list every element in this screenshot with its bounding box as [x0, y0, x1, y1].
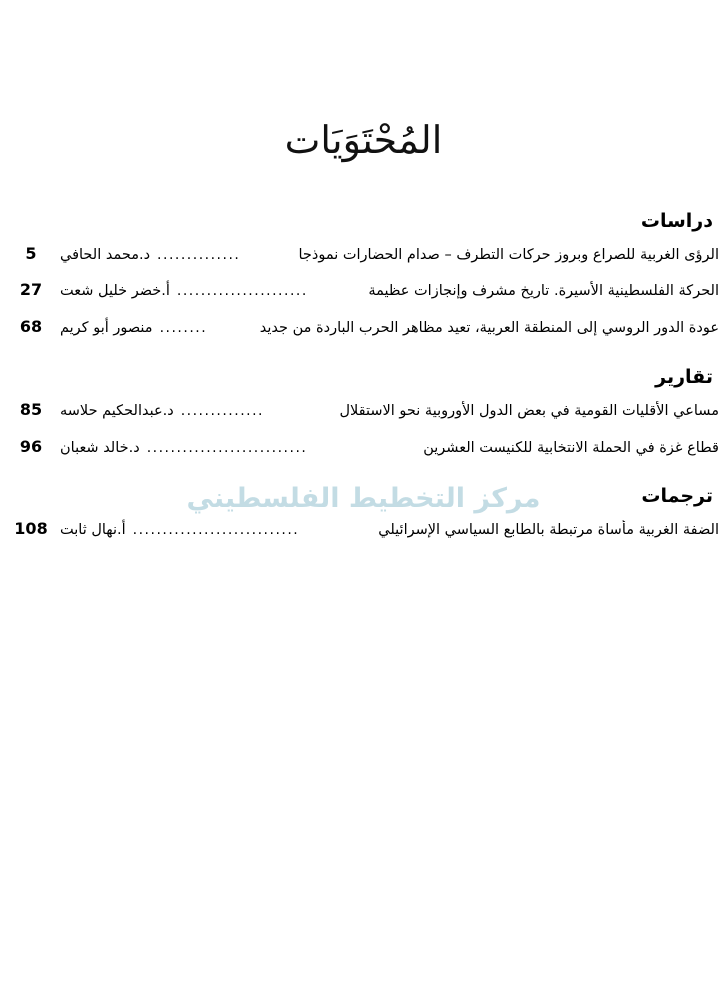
- watermark: مركز التخطيط الفلسطيني: [186, 483, 541, 514]
- toc-entry-author: أ.خضر خليل شعت: [60, 283, 170, 300]
- toc-entry-title-cell: [130, 520, 719, 542]
- toc-entry-title-cell: [174, 281, 719, 303]
- toc-entry-author: د.محمد الحافي: [60, 246, 151, 263]
- toc-entry-leader: ..............: [180, 402, 265, 419]
- page-title: المُحْتَوَيَات: [284, 118, 443, 162]
- toc-entry-title: عودة الدور الروسي إلى المنطقة العربية، تعيد مظاهر الحرب الباردة من جديد: [259, 320, 719, 337]
- toc-entry-title: الضفة الغربية مأساة مرتبطة بالطابع السياسي الإسرائيلي: [378, 522, 719, 539]
- toc-entry-page-number: 85: [19, 399, 43, 419]
- toc-entry-page-number: 27: [19, 280, 43, 300]
- section-heading: دراسات: [640, 209, 713, 232]
- toc-entry[interactable]: [8, 517, 719, 542]
- toc-entry-page-number: 5: [25, 243, 37, 263]
- toc-entry[interactable]: [8, 278, 719, 303]
- toc-entry-title: الرؤى الغربية للصراع وبروز حركات التطرف – صدام الحضارات نموذجا: [298, 246, 719, 263]
- toc-section: [8, 210, 719, 340]
- toc-entry-title-cell: [154, 245, 719, 267]
- toc-entry-title-cell: [144, 438, 719, 460]
- toc-entry-author: د.عبدالحكيم حلاسه: [60, 402, 174, 419]
- toc-entry-leader: ......................: [176, 283, 308, 300]
- toc-section: [8, 366, 719, 460]
- section-heading: تقارير: [655, 365, 713, 388]
- toc-entry-page-number: 68: [19, 317, 43, 337]
- section-heading: ترجمات: [641, 485, 713, 508]
- toc-entry-title-cell: [178, 401, 719, 423]
- toc-entry-title: الحركة الفلسطينية الأسيرة. تاريخ مشرف وإنجازات عظيمة: [368, 283, 719, 300]
- table-of-contents: [0, 210, 727, 543]
- toc-entry[interactable]: [8, 398, 719, 423]
- toc-entry-leader: ........: [159, 320, 208, 337]
- toc-entry[interactable]: [8, 435, 719, 460]
- toc-entry-leader: ............................: [132, 522, 300, 539]
- toc-entry-page-number: 108: [14, 519, 48, 539]
- toc-entry[interactable]: [8, 315, 719, 340]
- toc-entry-page-number: 96: [19, 436, 43, 456]
- toc-entry-author: أ.نهال ثابت: [60, 522, 126, 539]
- toc-entry-author: منصور أبو كريم: [60, 320, 153, 337]
- toc-entry-leader: ...........................: [146, 439, 308, 456]
- toc-entry-leader: ..............: [157, 246, 241, 263]
- toc-entry-title-cell: [157, 318, 719, 340]
- toc-entry-title: قطاع غزة في الحملة الانتخابية للكنيست العشرين: [423, 439, 719, 456]
- toc-entry-author: د.خالد شعبان: [60, 439, 140, 456]
- toc-entry[interactable]: [8, 242, 719, 267]
- toc-section: [8, 485, 719, 542]
- toc-entry-title: مساعي الأقليات القومية في بعض الدول الأوروبية نحو الاستقلال: [339, 402, 719, 419]
